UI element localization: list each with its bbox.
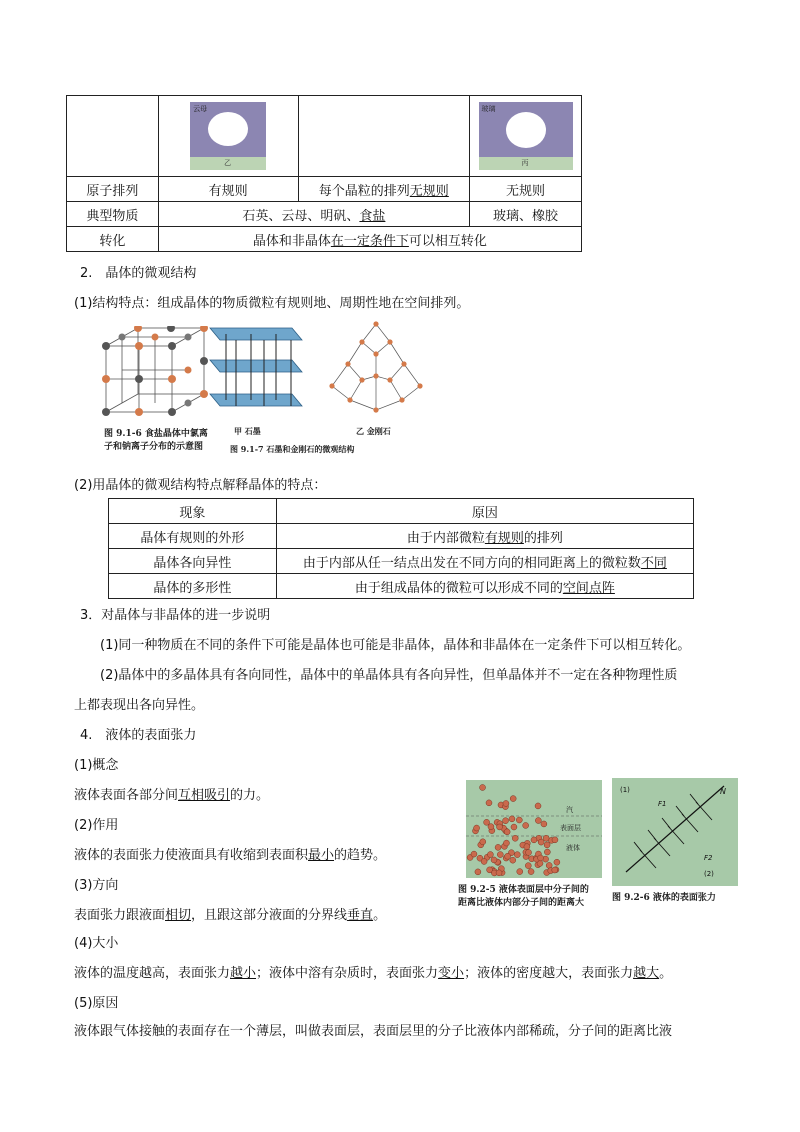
table-row: 晶体的多形性 由于组成晶体的微粒可以形成不同的空间点阵 <box>109 574 694 599</box>
figure-caption: 图 9.1-7 石墨和金刚石的微观结构 <box>230 444 355 454</box>
svg-text:N: N <box>720 787 726 796</box>
table-row: 原子排列 有规则 每个晶粒的排列无规则 无规则 <box>67 177 582 202</box>
section-title-3: 3．对晶体与非晶体的进一步说明 <box>80 608 271 623</box>
subheading: (2)作用 <box>74 818 119 833</box>
paragraph: (1)同一种物质在不同的条件下可能是晶体也可能是非晶体，晶体和非晶体在一定条件下可以相互转化。 <box>100 638 691 653</box>
surface-layer-figure <box>466 780 602 878</box>
svg-text:表面层: 表面层 <box>560 824 581 832</box>
paragraph: 上都表现出各向异性。 <box>74 698 205 713</box>
surface-tension-figure <box>612 778 738 886</box>
subheading: (5)原因 <box>74 996 119 1011</box>
paragraph: 液体的表面张力使液面具有收缩到表面积最小的趋势。 <box>74 848 387 863</box>
table-row: 现象 原因 <box>109 499 694 524</box>
paragraph: 液体表面各部分间互相吸引的力。 <box>74 788 270 803</box>
section-title-2: 2. 晶体的微观结构 <box>80 266 197 281</box>
diamond-figure <box>326 320 426 416</box>
table-row <box>67 96 582 177</box>
table-row: 典型物质 石英、云母、明矾、食盐 玻璃、橡胶 <box>67 202 582 227</box>
subheading: (4)大小 <box>74 936 119 951</box>
figure-caption: 图 9.2-6 液体的表面张力 <box>612 893 716 903</box>
graphite-label: 甲 石墨 <box>234 426 261 436</box>
table-row: 晶体各向异性 由于内部从任一结点出发在不同方向的相同距离上的微粒数不同 <box>109 549 694 574</box>
mica-label: 云母 <box>193 105 208 113</box>
svg-text:F2: F2 <box>704 854 713 862</box>
subheading: (3)方向 <box>74 878 119 893</box>
svg-text:汽: 汽 <box>566 806 573 814</box>
diamond-label: 乙 金刚石 <box>356 426 391 436</box>
table-row: 晶体有规则的外形 由于内部微粒有规则的排列 <box>109 524 694 549</box>
table-row: 转化 晶体和非晶体在一定条件下可以相互转化 <box>67 227 582 252</box>
subheading: (1)概念 <box>74 758 119 773</box>
figure-caption: 图 9.2-5 液体表面层中分子间的 距离比液体内部分子间的距离大 <box>458 885 589 908</box>
svg-text:(1): (1) <box>620 786 630 794</box>
svg-text:(2): (2) <box>704 870 714 878</box>
crystal-property-table <box>108 498 694 599</box>
graphite-figure <box>206 322 306 414</box>
svg-text:液体: 液体 <box>566 844 580 852</box>
figure-caption: 图 9.1-6 食盐晶体中氯离 子和钠离子分布的示意图 <box>104 429 208 452</box>
paragraph: 液体跟气体接触的表面存在一个薄层，叫做表面层，表面层里的分子比液体内部稀疏，分子间的距离比液 <box>74 1024 673 1039</box>
nacl-lattice-figure <box>100 326 210 418</box>
mica-image: 云母 乙 <box>190 102 266 170</box>
paragraph: (1)结构特点：组成晶体的物质微粒有规则地、周期性地在空间排列。 <box>74 296 470 311</box>
crystal-comparison-table <box>66 95 582 252</box>
glass-label: 玻璃 <box>481 105 496 113</box>
paragraph: 表面张力跟液面相切，且跟这部分液面的分界线垂直。 <box>74 908 387 923</box>
paragraph: (2)晶体中的多晶体具有各向同性，晶体中的单晶体具有各向异性，但单晶体并不一定在各种物理性质 <box>100 668 678 683</box>
paragraph: 液体的温度越高，表面张力越小；液体中溶有杂质时，表面张力变小；液体的密度越大，表面张力越大。 <box>74 966 673 981</box>
svg-text:F1: F1 <box>658 800 667 808</box>
section-title-4: 4. 液体的表面张力 <box>80 728 197 743</box>
paragraph: (2)用晶体的微观结构特点解释晶体的特点： <box>74 478 327 493</box>
glass-image: 玻璃 丙 <box>479 102 573 170</box>
